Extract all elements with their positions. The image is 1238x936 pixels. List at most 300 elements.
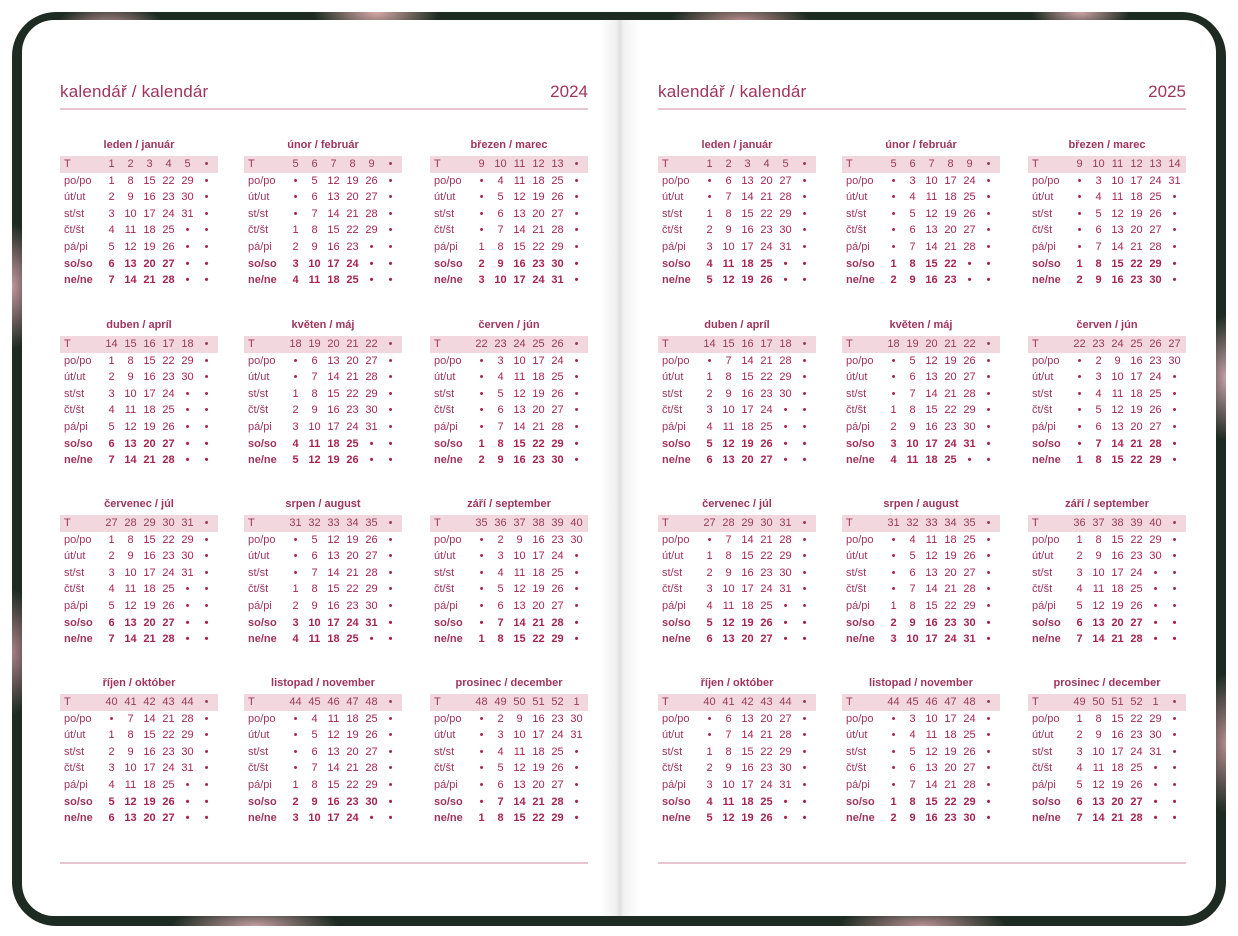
day-cell: 10 bbox=[1111, 371, 1124, 384]
day-cell: 8 bbox=[311, 224, 318, 237]
day-cell: 6 bbox=[497, 778, 504, 791]
day-cell: 4 bbox=[497, 371, 504, 384]
weekday-label: po/po bbox=[662, 174, 690, 187]
week-number: 3 bbox=[744, 158, 751, 170]
day-row-sat bbox=[1028, 615, 1186, 632]
day-row-sun bbox=[60, 452, 218, 469]
week-number: 35 bbox=[475, 517, 488, 529]
day-cell: • bbox=[1172, 778, 1177, 791]
day-cell: 11 bbox=[722, 257, 735, 270]
day-cell: 24 bbox=[346, 257, 359, 270]
weekday-label: út/ut bbox=[662, 729, 684, 742]
day-cell: 21 bbox=[1130, 240, 1143, 253]
day-cell: 11 bbox=[1092, 583, 1105, 596]
day-cell: 11 bbox=[308, 633, 321, 646]
day-cell: 12 bbox=[1111, 207, 1124, 220]
day-cell: 6 bbox=[909, 224, 916, 237]
day-cell: 21 bbox=[944, 583, 957, 596]
day-cell: 20 bbox=[143, 616, 156, 629]
day-row-mon bbox=[60, 353, 218, 370]
day-cell: 20 bbox=[346, 745, 359, 758]
day-cell: 27 bbox=[1130, 795, 1143, 808]
week-number: 21 bbox=[346, 338, 359, 350]
day-cell: • bbox=[1077, 404, 1082, 417]
day-cell: 17 bbox=[513, 274, 526, 287]
day-cell: 26 bbox=[760, 274, 773, 287]
day-cell: • bbox=[802, 224, 807, 237]
day-row-sun bbox=[1028, 631, 1186, 648]
day-cell: • bbox=[891, 207, 896, 220]
day-cell: 6 bbox=[311, 745, 318, 758]
day-cell: 19 bbox=[346, 533, 359, 546]
day-cell: • bbox=[479, 712, 484, 725]
day-cell: 26 bbox=[1130, 778, 1143, 791]
week-number: 48 bbox=[475, 696, 488, 708]
week-number: 44 bbox=[887, 696, 900, 708]
day-cell: 5 bbox=[706, 274, 713, 287]
day-cell: • bbox=[1077, 207, 1082, 220]
day-cell: • bbox=[388, 274, 393, 287]
day-cell: 24 bbox=[162, 387, 175, 400]
day-cell: 19 bbox=[741, 812, 754, 825]
day-cell: 22 bbox=[532, 812, 545, 825]
day-cell: 18 bbox=[1111, 583, 1124, 596]
day-cell: 20 bbox=[1130, 420, 1143, 433]
day-cell: 28 bbox=[162, 274, 175, 287]
week-number: 13 bbox=[551, 158, 564, 170]
day-cell: 12 bbox=[1092, 778, 1105, 791]
month-name: leden / január bbox=[103, 139, 175, 151]
week-number: 36 bbox=[1073, 517, 1086, 529]
weekday-label: po/po bbox=[248, 354, 276, 367]
day-cell: 11 bbox=[513, 371, 526, 384]
day-cell: • bbox=[293, 371, 298, 384]
day-cell: 22 bbox=[346, 583, 359, 596]
day-cell: • bbox=[574, 207, 579, 220]
day-cell: 30 bbox=[779, 566, 792, 579]
day-cell: 19 bbox=[143, 599, 156, 612]
weekday-label: po/po bbox=[64, 533, 92, 546]
day-cell: 12 bbox=[1111, 404, 1124, 417]
day-cell: 3 bbox=[292, 616, 299, 629]
day-cell: • bbox=[185, 812, 190, 825]
day-cell: 30 bbox=[1149, 274, 1162, 287]
weekday-label: ne/ne bbox=[846, 812, 875, 825]
weekday-label: so/so bbox=[434, 437, 463, 450]
day-cell: • bbox=[479, 387, 484, 400]
day-cell: 17 bbox=[944, 712, 957, 725]
day-cell: 12 bbox=[925, 550, 938, 563]
weekday-label: ne/ne bbox=[662, 633, 691, 646]
day-cell: 12 bbox=[513, 583, 526, 596]
day-cell: 4 bbox=[1076, 762, 1083, 775]
weekday-label: so/so bbox=[64, 795, 93, 808]
day-cell: • bbox=[1172, 371, 1177, 384]
day-cell: • bbox=[802, 795, 807, 808]
day-row-sat bbox=[60, 436, 218, 453]
day-row-wed bbox=[658, 565, 816, 582]
week-label: T bbox=[846, 158, 853, 170]
day-cell: • bbox=[891, 566, 896, 579]
day-row-sun bbox=[60, 810, 218, 827]
week-number: 3 bbox=[146, 158, 153, 170]
week-number: 16 bbox=[143, 338, 156, 350]
day-cell: • bbox=[986, 257, 991, 270]
week-number: 22 bbox=[475, 338, 488, 350]
day-cell: 18 bbox=[741, 795, 754, 808]
day-cell: 2 bbox=[292, 240, 299, 253]
day-cell: 17 bbox=[741, 404, 754, 417]
day-row-wed bbox=[244, 565, 402, 582]
day-cell: 19 bbox=[944, 354, 957, 367]
day-cell: 2 bbox=[706, 387, 713, 400]
day-cell: 5 bbox=[909, 354, 916, 367]
weekday-label: út/ut bbox=[434, 550, 456, 563]
day-row-tue bbox=[430, 727, 588, 744]
day-cell: 17 bbox=[925, 633, 938, 646]
day-cell: 17 bbox=[532, 354, 545, 367]
day-cell: • bbox=[388, 454, 393, 467]
week-number: 44 bbox=[289, 696, 302, 708]
day-cell: 18 bbox=[741, 257, 754, 270]
day-cell: • bbox=[802, 812, 807, 825]
day-row-wed bbox=[60, 206, 218, 223]
day-cell: • bbox=[388, 616, 393, 629]
day-cell: • bbox=[1077, 437, 1082, 450]
day-cell: 31 bbox=[551, 274, 564, 287]
day-cell: • bbox=[1172, 274, 1177, 287]
day-cell: • bbox=[986, 762, 991, 775]
day-row-mon bbox=[1028, 353, 1186, 370]
day-cell: 21 bbox=[532, 616, 545, 629]
weekday-label: út/ut bbox=[1032, 729, 1054, 742]
day-cell: • bbox=[783, 616, 788, 629]
day-cell: 27 bbox=[1149, 420, 1162, 433]
week-number: 14 bbox=[1168, 158, 1181, 170]
day-cell: 24 bbox=[1130, 566, 1143, 579]
day-cell: 11 bbox=[722, 795, 735, 808]
day-row-thu bbox=[658, 402, 816, 419]
day-cell: 28 bbox=[779, 354, 792, 367]
day-cell: • bbox=[388, 762, 393, 775]
day-cell: 15 bbox=[327, 387, 340, 400]
day-cell: 29 bbox=[365, 387, 378, 400]
day-cell: 31 bbox=[779, 778, 792, 791]
day-cell: 28 bbox=[963, 240, 976, 253]
day-cell: • bbox=[369, 257, 374, 270]
day-cell: 4 bbox=[108, 583, 115, 596]
month-name: červenec / júl bbox=[104, 498, 174, 510]
weekday-label: st/st bbox=[434, 566, 455, 579]
day-cell: 30 bbox=[551, 257, 564, 270]
day-row-wed bbox=[1028, 206, 1186, 223]
day-row-fri bbox=[658, 777, 816, 794]
day-cell: 25 bbox=[1149, 387, 1162, 400]
week-number: 50 bbox=[513, 696, 526, 708]
day-cell: • bbox=[204, 566, 209, 579]
day-cell: 1 bbox=[706, 371, 713, 384]
day-cell: • bbox=[707, 174, 712, 187]
day-cell: • bbox=[574, 174, 579, 187]
day-cell: 4 bbox=[497, 745, 504, 758]
day-cell: 15 bbox=[925, 257, 938, 270]
day-cell: 24 bbox=[532, 274, 545, 287]
day-cell: • bbox=[204, 795, 209, 808]
weekday-label: út/ut bbox=[1032, 550, 1054, 563]
day-cell: 11 bbox=[1111, 387, 1124, 400]
day-cell: 22 bbox=[532, 240, 545, 253]
weekday-label: ne/ne bbox=[64, 454, 93, 467]
day-cell: 6 bbox=[497, 207, 504, 220]
day-row-fri bbox=[842, 777, 1000, 794]
day-cell: 2 bbox=[292, 599, 299, 612]
day-cell: • bbox=[388, 812, 393, 825]
day-cell: 17 bbox=[143, 762, 156, 775]
week-number: • bbox=[204, 158, 209, 170]
day-cell: • bbox=[707, 712, 712, 725]
day-cell: 12 bbox=[513, 387, 526, 400]
day-cell: • bbox=[574, 616, 579, 629]
day-cell: • bbox=[1077, 354, 1082, 367]
week-number: 4 bbox=[165, 158, 172, 170]
day-cell: 9 bbox=[909, 420, 916, 433]
day-cell: • bbox=[1172, 404, 1177, 417]
day-cell: 23 bbox=[944, 812, 957, 825]
day-row-fri bbox=[60, 777, 218, 794]
day-cell: 7 bbox=[1076, 812, 1083, 825]
day-row-sun bbox=[244, 810, 402, 827]
weekday-label: út/ut bbox=[662, 550, 684, 563]
day-cell: • bbox=[204, 712, 209, 725]
day-cell: 19 bbox=[346, 729, 359, 742]
day-cell: 22 bbox=[1130, 712, 1143, 725]
weekday-label: so/so bbox=[662, 437, 691, 450]
week-number: • bbox=[388, 158, 393, 170]
day-cell: 6 bbox=[909, 371, 916, 384]
day-cell: 17 bbox=[741, 240, 754, 253]
weekday-label: pá/pi bbox=[846, 778, 870, 791]
week-number: 27 bbox=[703, 517, 716, 529]
day-cell: • bbox=[388, 354, 393, 367]
day-cell: • bbox=[574, 745, 579, 758]
day-cell: 18 bbox=[327, 274, 340, 287]
week-label: T bbox=[434, 517, 441, 529]
day-cell: 14 bbox=[1111, 240, 1124, 253]
day-cell: 14 bbox=[143, 712, 156, 725]
day-cell: 24 bbox=[346, 812, 359, 825]
weekday-label: ne/ne bbox=[248, 812, 277, 825]
day-row-fri bbox=[430, 777, 588, 794]
week-number: 26 bbox=[551, 338, 564, 350]
day-cell: 4 bbox=[909, 729, 916, 742]
day-cell: 25 bbox=[963, 533, 976, 546]
week-number: 9 bbox=[1076, 158, 1083, 170]
day-cell: 13 bbox=[327, 354, 340, 367]
day-row-sat bbox=[60, 256, 218, 273]
day-row-wed bbox=[244, 206, 402, 223]
day-cell: 22 bbox=[944, 257, 957, 270]
day-cell: 7 bbox=[311, 566, 318, 579]
day-cell: • bbox=[574, 257, 579, 270]
day-cell: 28 bbox=[963, 583, 976, 596]
day-row-thu bbox=[842, 402, 1000, 419]
day-cell: 21 bbox=[760, 533, 773, 546]
day-row-sun bbox=[244, 272, 402, 289]
day-row-thu bbox=[244, 222, 402, 239]
week-number-row bbox=[244, 156, 402, 173]
day-cell: 17 bbox=[741, 778, 754, 791]
day-cell: • bbox=[1172, 191, 1177, 204]
weekday-label: st/st bbox=[64, 566, 85, 579]
day-cell: • bbox=[293, 762, 298, 775]
day-cell: 9 bbox=[311, 240, 318, 253]
day-cell: 11 bbox=[513, 174, 526, 187]
day-cell: • bbox=[967, 454, 972, 467]
day-row-tue bbox=[658, 727, 816, 744]
day-cell: 3 bbox=[1095, 174, 1102, 187]
day-cell: 8 bbox=[497, 437, 504, 450]
day-cell: 23 bbox=[760, 762, 773, 775]
day-cell: 26 bbox=[963, 550, 976, 563]
day-cell: • bbox=[388, 745, 393, 758]
day-cell: 21 bbox=[143, 454, 156, 467]
day-cell: 29 bbox=[181, 174, 194, 187]
day-cell: 5 bbox=[706, 616, 713, 629]
day-row-sun bbox=[60, 272, 218, 289]
weekday-label: pá/pi bbox=[64, 240, 88, 253]
day-row-thu bbox=[430, 581, 588, 598]
day-cell: 5 bbox=[909, 207, 916, 220]
day-cell: • bbox=[802, 207, 807, 220]
day-cell: 25 bbox=[346, 437, 359, 450]
day-cell: • bbox=[783, 274, 788, 287]
weekday-label: út/ut bbox=[248, 371, 270, 384]
day-cell: • bbox=[891, 729, 896, 742]
day-cell: 24 bbox=[162, 207, 175, 220]
day-cell: 26 bbox=[963, 207, 976, 220]
day-row-fri bbox=[430, 419, 588, 436]
week-number: 14 bbox=[703, 338, 716, 350]
day-cell: 13 bbox=[513, 599, 526, 612]
day-cell: 17 bbox=[532, 550, 545, 563]
weekday-label: po/po bbox=[248, 712, 276, 725]
week-number: 45 bbox=[308, 696, 321, 708]
day-cell: 21 bbox=[760, 354, 773, 367]
day-cell: • bbox=[369, 633, 374, 646]
day-cell: • bbox=[802, 778, 807, 791]
day-cell: • bbox=[802, 633, 807, 646]
week-number: 18 bbox=[289, 338, 302, 350]
day-cell: • bbox=[986, 795, 991, 808]
day-cell: • bbox=[986, 240, 991, 253]
day-cell: 13 bbox=[925, 566, 938, 579]
day-cell: 22 bbox=[346, 387, 359, 400]
weekday-label: čt/št bbox=[434, 762, 455, 775]
day-cell: • bbox=[388, 550, 393, 563]
week-number-row bbox=[842, 156, 1000, 173]
day-cell: • bbox=[986, 420, 991, 433]
day-cell: 4 bbox=[292, 437, 299, 450]
day-cell: 7 bbox=[497, 420, 504, 433]
day-cell: • bbox=[891, 387, 896, 400]
day-cell: 26 bbox=[1130, 599, 1143, 612]
day-cell: 5 bbox=[1095, 207, 1102, 220]
day-cell: 7 bbox=[108, 454, 115, 467]
day-row-tue bbox=[244, 727, 402, 744]
day-cell: 10 bbox=[308, 616, 321, 629]
week-number: 22 bbox=[365, 338, 378, 350]
day-cell: • bbox=[986, 566, 991, 579]
day-row-thu bbox=[244, 760, 402, 777]
day-cell: 10 bbox=[308, 812, 321, 825]
day-cell: 18 bbox=[532, 371, 545, 384]
day-cell: • bbox=[204, 762, 209, 775]
day-row-thu bbox=[1028, 760, 1186, 777]
day-cell: 21 bbox=[760, 729, 773, 742]
day-cell: 13 bbox=[124, 616, 137, 629]
day-cell: 14 bbox=[741, 354, 754, 367]
weekday-label: po/po bbox=[1032, 712, 1060, 725]
day-cell: 2 bbox=[1076, 274, 1083, 287]
day-cell: 4 bbox=[1076, 583, 1083, 596]
week-number-row bbox=[244, 515, 402, 532]
day-cell: 5 bbox=[497, 387, 504, 400]
day-cell: • bbox=[479, 224, 484, 237]
day-cell: 21 bbox=[944, 240, 957, 253]
day-cell: 15 bbox=[143, 354, 156, 367]
month-block bbox=[842, 497, 1000, 648]
day-cell: • bbox=[293, 191, 298, 204]
day-cell: • bbox=[802, 745, 807, 758]
month-name: říjen / október bbox=[700, 677, 774, 689]
month-block bbox=[430, 497, 588, 648]
day-cell: • bbox=[891, 371, 896, 384]
day-cell: 13 bbox=[1111, 224, 1124, 237]
day-cell: 9 bbox=[311, 404, 318, 417]
day-cell: 27 bbox=[551, 599, 564, 612]
week-number: • bbox=[1172, 696, 1177, 708]
day-row-mon bbox=[658, 173, 816, 190]
week-number-row bbox=[430, 694, 588, 711]
day-cell: 1 bbox=[292, 583, 299, 596]
weekday-label: so/so bbox=[662, 795, 691, 808]
day-cell: 7 bbox=[725, 191, 732, 204]
day-cell: 12 bbox=[124, 795, 137, 808]
month-name: září / september bbox=[1065, 498, 1149, 510]
day-cell: 29 bbox=[551, 240, 564, 253]
week-number: 18 bbox=[779, 338, 792, 350]
day-cell: 24 bbox=[551, 729, 564, 742]
week-number: 31 bbox=[289, 517, 302, 529]
week-label: T bbox=[248, 338, 255, 350]
day-cell: 10 bbox=[906, 437, 919, 450]
day-cell: 18 bbox=[532, 745, 545, 758]
day-cell: • bbox=[185, 387, 190, 400]
day-cell: 4 bbox=[292, 274, 299, 287]
day-cell: 23 bbox=[1149, 354, 1162, 367]
week-number-row bbox=[658, 694, 816, 711]
day-cell: 27 bbox=[963, 566, 976, 579]
day-cell: 28 bbox=[365, 566, 378, 579]
day-cell: 30 bbox=[963, 812, 976, 825]
day-cell: 1 bbox=[890, 257, 897, 270]
day-cell: 30 bbox=[963, 420, 976, 433]
day-cell: 12 bbox=[327, 533, 340, 546]
day-cell: 11 bbox=[124, 224, 137, 237]
day-cell: • bbox=[802, 550, 807, 563]
day-cell: 16 bbox=[741, 224, 754, 237]
month-name: srpen / august bbox=[883, 498, 959, 510]
